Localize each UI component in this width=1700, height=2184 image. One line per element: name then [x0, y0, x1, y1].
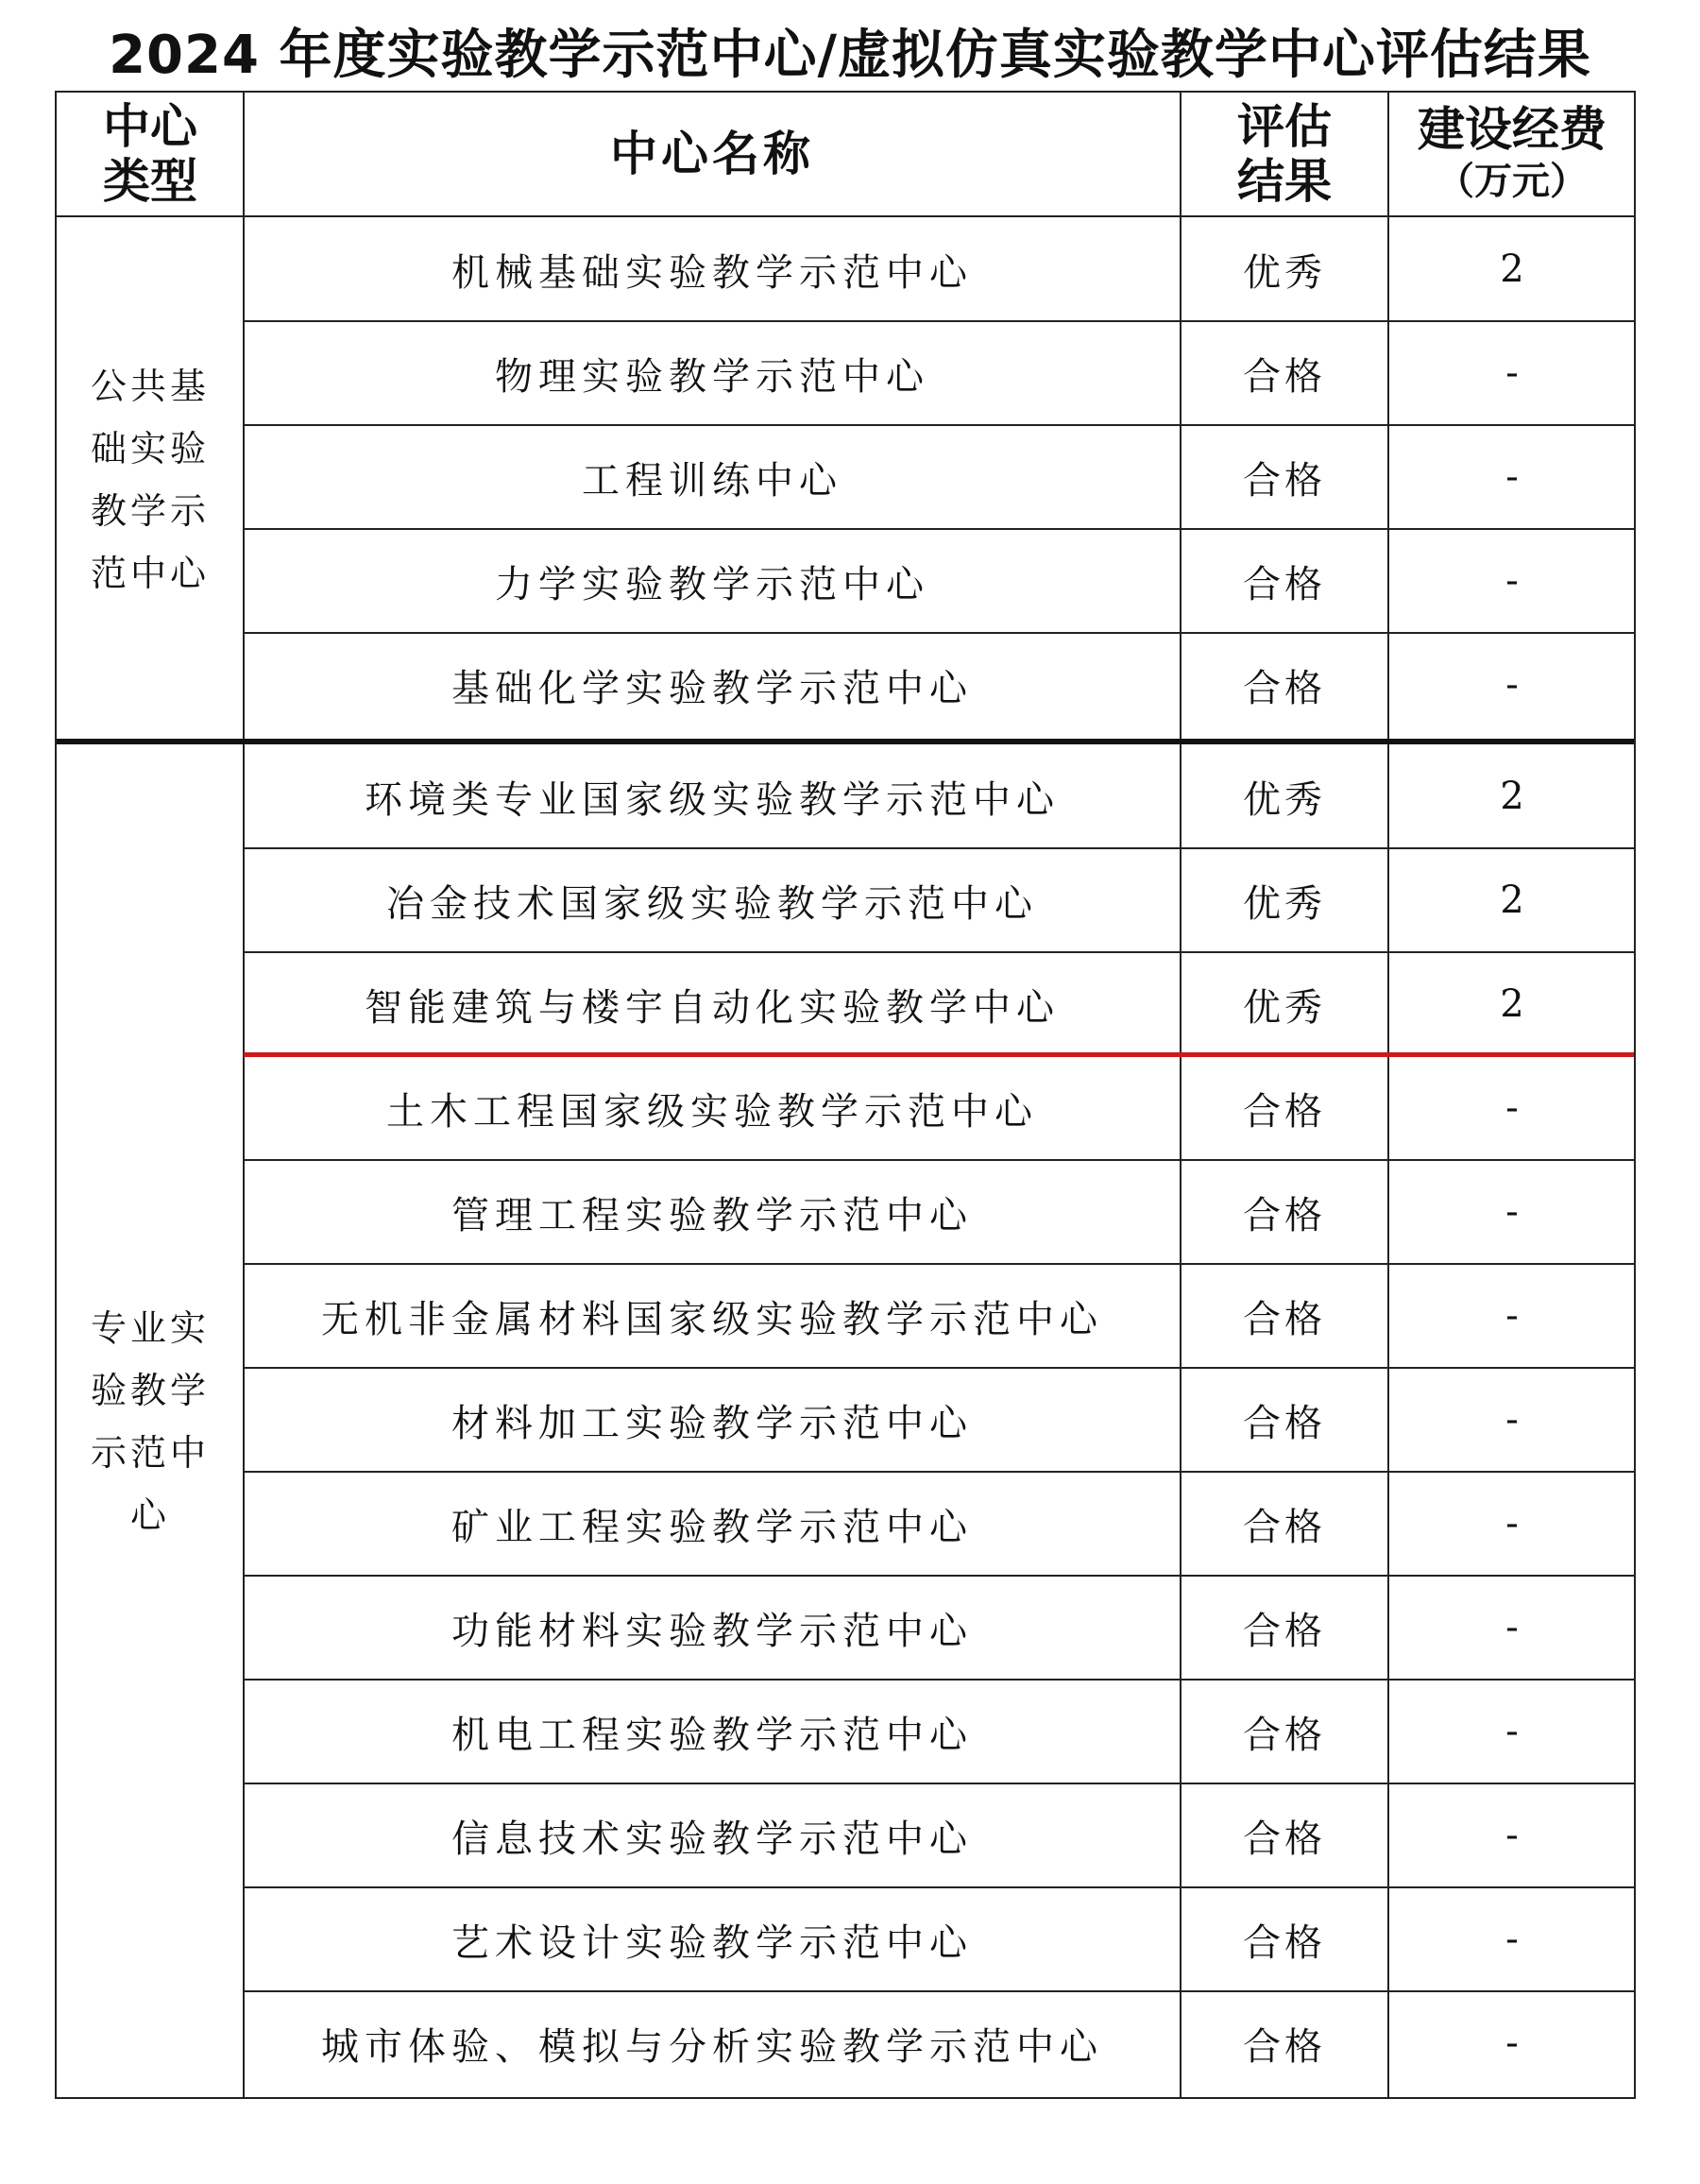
center-name-cell: 管理工程实验教学示范中心 [451, 1193, 973, 1237]
center-name-cell: 艺术设计实验教学示范中心 [451, 1920, 973, 1965]
fee-cell: 2 [1500, 247, 1524, 291]
result-cell: 合格 [1243, 2024, 1326, 2069]
result-cell: 合格 [1243, 458, 1326, 503]
center-name-cell: 工程训练中心 [582, 458, 842, 503]
center-name-cell: 功能材料实验教学示范中心 [451, 1609, 973, 1653]
result-cell: 合格 [1243, 1817, 1326, 1861]
fee-cell: - [1505, 1710, 1519, 1753]
center-name-cell: 信息技术实验教学示范中心 [451, 1817, 973, 1861]
center-name-cell: 环境类专业国家级实验教学示范中心 [365, 777, 1060, 822]
group-label-line: 范中心 [90, 553, 210, 594]
center-name-cell: 力学实验教学示范中心 [495, 562, 929, 606]
result-cell: 优秀 [1243, 881, 1326, 926]
fee-cell: - [1505, 1294, 1519, 1338]
group-label-line: 公共基 [90, 366, 210, 407]
center-name-cell: 机械基础实验教学示范中心 [451, 250, 973, 295]
center-name-cell: 冶金技术国家级实验教学示范中心 [386, 881, 1038, 926]
result-cell: 合格 [1243, 1920, 1326, 1965]
header-fee [1388, 93, 1636, 215]
header-fee-line2: （万元） [1436, 160, 1588, 203]
fee-cell: 2 [1500, 775, 1524, 818]
result-cell: 合格 [1243, 562, 1326, 606]
fee-cell: 2 [1500, 879, 1524, 922]
result-cell: 合格 [1243, 666, 1326, 710]
fee-cell: 2 [1500, 982, 1524, 1026]
center-name-cell: 土木工程国家级实验教学示范中心 [386, 1089, 1038, 1134]
fee-cell: - [1505, 1190, 1519, 1234]
result-cell: 合格 [1243, 1609, 1326, 1653]
header-type-line2: 类型 [103, 154, 197, 209]
header-result-line2: 结果 [1237, 154, 1332, 209]
fee-cell: - [1505, 1606, 1519, 1649]
result-cell: 合格 [1243, 354, 1326, 399]
group-label-line: 心 [129, 1494, 170, 1536]
center-name-cell: 智能建筑与楼宇自动化实验教学中心 [365, 985, 1060, 1030]
center-name-cell: 城市体验、模拟与分析实验教学示范中心 [321, 2024, 1103, 2069]
page-title: 2024 年度实验教学示范中心/虚拟仿真实验教学中心评估结果 [109, 25, 1591, 86]
group-label-public-basic [57, 217, 244, 742]
result-cell: 优秀 [1243, 777, 1326, 822]
fee-cell: - [1505, 1398, 1519, 1442]
fee-cell: - [1505, 1918, 1519, 1961]
fee-cell: - [1505, 1086, 1519, 1130]
result-cell: 优秀 [1243, 985, 1326, 1030]
result-cell: 合格 [1243, 1297, 1326, 1341]
fee-cell: - [1505, 2022, 1519, 2065]
center-name-cell: 机电工程实验教学示范中心 [451, 1713, 973, 1757]
fee-cell: - [1505, 1814, 1519, 1857]
fee-cell: - [1505, 455, 1519, 499]
header-result [1181, 93, 1388, 215]
center-name-cell: 矿业工程实验教学示范中心 [451, 1505, 973, 1549]
result-cell: 合格 [1243, 1713, 1326, 1757]
center-name-cell: 基础化学实验教学示范中心 [451, 666, 973, 710]
fee-cell: - [1505, 559, 1519, 603]
center-name-cell: 无机非金属材料国家级实验教学示范中心 [321, 1297, 1103, 1341]
result-cell: 合格 [1243, 1505, 1326, 1549]
group-label-line: 示范中 [90, 1432, 210, 1474]
group-label-line: 验教学 [90, 1370, 210, 1411]
result-cell: 优秀 [1243, 250, 1326, 295]
header-fee-line1: 建设经费 [1418, 102, 1606, 157]
group-label-professional [57, 746, 244, 2097]
header-center-name: 中心名称 [610, 127, 814, 181]
header-center-type [57, 93, 244, 215]
center-name-cell: 物理实验教学示范中心 [495, 354, 929, 399]
group-label-line: 础实验 [90, 428, 210, 469]
group-label-line: 教学示 [90, 490, 210, 532]
header-result-line1: 评估 [1237, 99, 1332, 154]
evaluation-table [55, 91, 1636, 2099]
result-cell: 合格 [1243, 1193, 1326, 1237]
fee-cell: - [1505, 351, 1519, 395]
result-cell: 合格 [1243, 1089, 1326, 1134]
header-type-line1: 中心 [103, 99, 197, 154]
center-name-cell: 材料加工实验教学示范中心 [451, 1401, 973, 1445]
result-cell: 合格 [1243, 1401, 1326, 1445]
group-label-line: 专业实 [90, 1307, 210, 1349]
fee-cell: - [1505, 1502, 1519, 1545]
fee-cell: - [1505, 663, 1519, 707]
